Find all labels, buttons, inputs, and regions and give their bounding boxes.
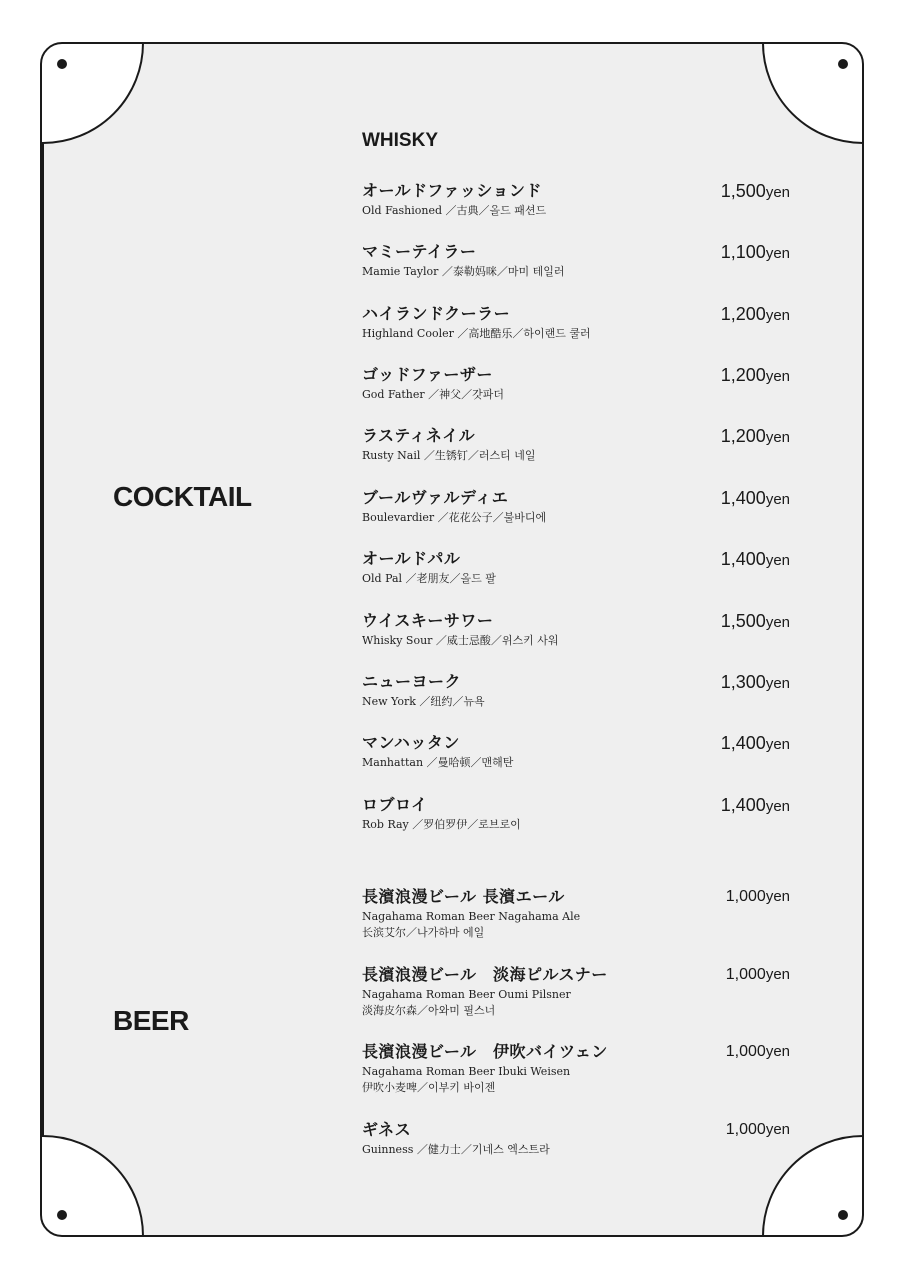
item-translations: God Father ／神父／갓파더 bbox=[362, 388, 505, 401]
menu-item bbox=[362, 965, 792, 1018]
menu-item bbox=[362, 181, 792, 219]
item-price: 1,000yen bbox=[725, 888, 790, 905]
item-name: 長濱浪漫ビール 長濱エール bbox=[362, 887, 565, 906]
item-price: 1,400yen bbox=[720, 549, 790, 569]
menu-item bbox=[362, 672, 792, 710]
item-name: 長濱浪漫ビール 伊吹バイツェン bbox=[362, 1042, 608, 1061]
item-name: ニューヨーク bbox=[362, 672, 462, 691]
item-name: オールドパル bbox=[362, 549, 461, 568]
menu-item bbox=[362, 242, 792, 280]
item-name: ロブロイ bbox=[362, 795, 428, 814]
item-name: オールドファッションド bbox=[362, 181, 543, 200]
item-price: 1,000yen bbox=[725, 1043, 790, 1060]
corner-dot bbox=[838, 59, 848, 69]
item-translations: Nagahama Roman Beer Ibuki Weisen bbox=[362, 1065, 571, 1078]
item-price: 1,000yen bbox=[725, 1121, 790, 1138]
item-price: 1,200yen bbox=[720, 365, 790, 385]
menu-item bbox=[362, 733, 792, 771]
menu-item bbox=[362, 365, 792, 403]
menu-item bbox=[362, 611, 792, 649]
corner-dot bbox=[57, 59, 67, 69]
item-name: マンハッタン bbox=[362, 733, 460, 752]
item-translations: Rusty Nail ／生锈钉／러스티 네일 bbox=[362, 449, 536, 462]
item-price: 1,400yen bbox=[720, 733, 790, 753]
item-name: 長濱浪漫ビール 淡海ピルスナー bbox=[362, 965, 608, 984]
section-label-beer: BEER bbox=[113, 1005, 189, 1036]
item-name: ハイランドクーラー bbox=[362, 304, 511, 323]
item-translations: Nagahama Roman Beer Oumi Pilsner bbox=[362, 988, 571, 1001]
menu-item bbox=[362, 1042, 792, 1095]
section-label-cocktail: COCKTAIL bbox=[113, 481, 252, 512]
item-translations: Boulevardier ／花花公子／불바디에 bbox=[362, 511, 547, 524]
item-translations: Guinness ／健力士／기네스 엑스트라 bbox=[362, 1143, 550, 1156]
item-price: 1,400yen bbox=[720, 795, 790, 815]
item-price: 1,400yen bbox=[720, 488, 790, 508]
menu-item bbox=[362, 304, 792, 342]
item-name: マミーテイラー bbox=[362, 242, 477, 261]
item-price: 1,500yen bbox=[720, 611, 790, 631]
item-name: ウイスキーサワー bbox=[362, 611, 494, 630]
item-translations: Old Fashioned ／古典／올드 패션드 bbox=[362, 204, 547, 217]
item-translations-secondary: 淡海皮尔森／아와미 필스너 bbox=[362, 1004, 496, 1017]
item-translations-secondary: 长滨艾尔／나가하마 에일 bbox=[362, 926, 485, 939]
item-price: 1,000yen bbox=[725, 966, 790, 983]
item-translations: New York ／纽约／뉴욕 bbox=[362, 695, 485, 708]
item-price: 1,300yen bbox=[720, 672, 790, 692]
item-name: ゴッドファーザー bbox=[362, 365, 493, 384]
item-price: 1,500yen bbox=[720, 181, 790, 201]
item-price: 1,200yen bbox=[720, 304, 790, 324]
item-price: 1,200yen bbox=[720, 426, 790, 446]
item-name: ラスティネイル bbox=[362, 426, 476, 445]
menu-item bbox=[362, 549, 792, 587]
item-translations: Rob Ray ／罗伯罗伊／로브로이 bbox=[362, 818, 521, 831]
corner-dot bbox=[838, 1210, 848, 1220]
category-heading-whisky: WHISKY bbox=[362, 130, 438, 151]
item-translations: Whisky Sour ／威士忌酸／위스키 사워 bbox=[362, 634, 559, 647]
item-price: 1,100yen bbox=[720, 242, 790, 262]
item-name: ブールヴァルディエ bbox=[362, 488, 509, 507]
item-translations-secondary: 伊吹小麦啤／이부키 바이젠 bbox=[362, 1081, 496, 1094]
item-translations: Old Pal ／老朋友／올드 팔 bbox=[362, 572, 496, 585]
item-translations: Manhattan ／曼哈顿／맨해탄 bbox=[362, 756, 514, 769]
menu-item bbox=[362, 426, 792, 464]
menu-item bbox=[362, 795, 792, 833]
menu-item bbox=[362, 887, 792, 940]
item-translations: Mamie Taylor ／泰勒妈咪／마미 테일러 bbox=[362, 265, 565, 278]
menu-item bbox=[362, 1120, 792, 1158]
item-translations: Nagahama Roman Beer Nagahama Ale bbox=[362, 910, 581, 923]
item-translations: Highland Cooler ／高地酷乐／하이랜드 쿨러 bbox=[362, 327, 591, 340]
corner-dot bbox=[57, 1210, 67, 1220]
menu-item bbox=[362, 488, 792, 526]
item-name: ギネス bbox=[362, 1120, 412, 1139]
